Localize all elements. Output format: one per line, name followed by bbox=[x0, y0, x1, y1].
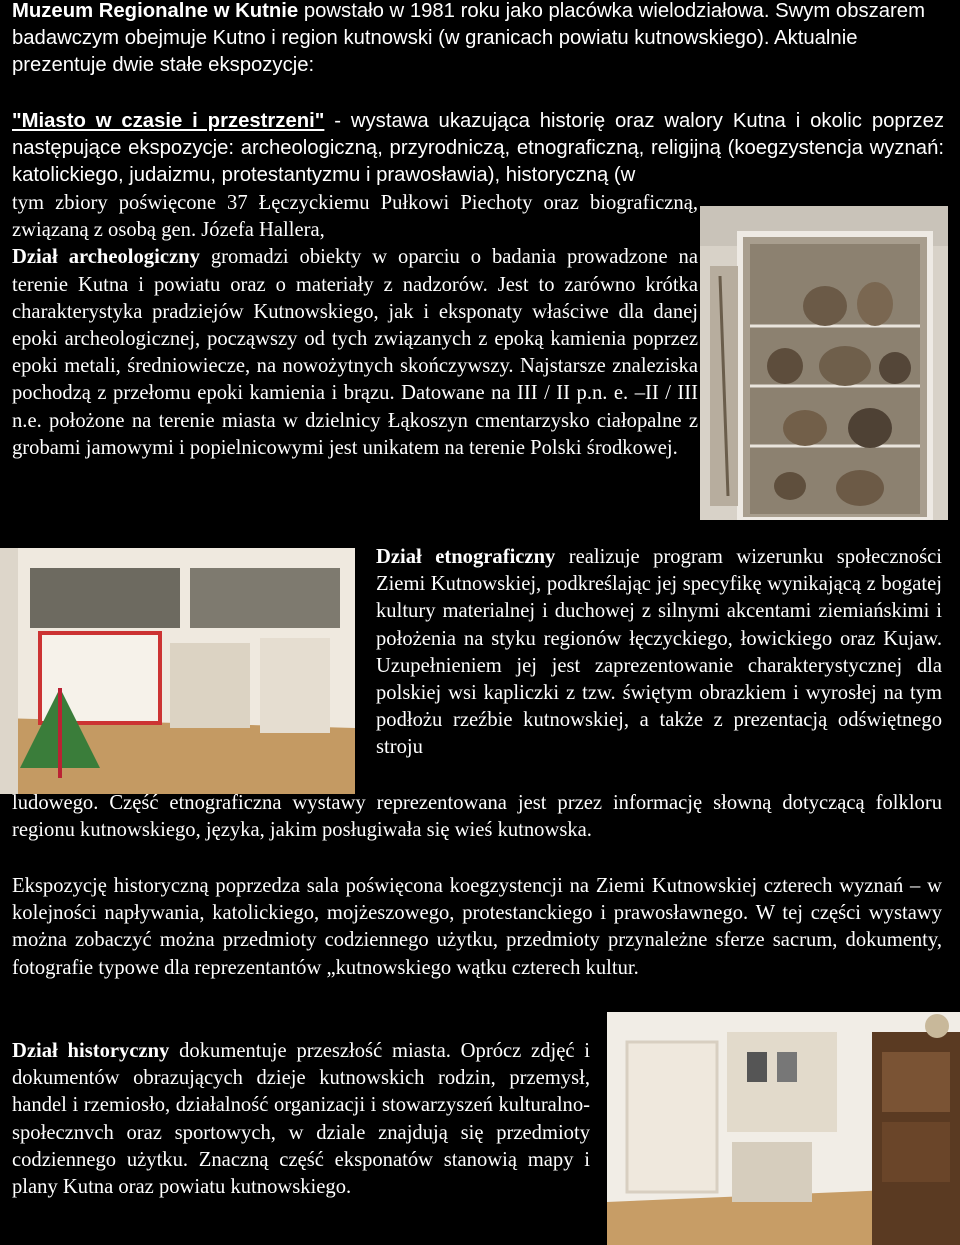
archeology-heading: Dział archeologiczny bbox=[12, 246, 200, 269]
history-photo bbox=[607, 1012, 960, 1245]
exhibition-text-a: - wystawa ukazująca historię oraz walory Kutna i okolic poprzez następujące ekspozycje: archeologiczną, przyrodniczą, etnograficzną, religijną (koegzystencja wyznań: katolickiego, judaizmu, protestantyzmu i prawosławia), historyczną (w bbox=[12, 110, 944, 186]
exhibition-title: "Miasto w czasie i przestrzeni" bbox=[12, 110, 325, 132]
exhibition-text-b: tym zbiory poświęcone 37 Łęczyckiemu Pułkowi Piechoty oraz biograficzną, związaną z osobą gen. Józefa Hallera, bbox=[12, 192, 698, 242]
religions-text: Ekspozycję historyczną poprzedza sala poświęcona koegzystencji na Ziemi Kutnowskiej czterech wyznań – w kolejności napływania, katolickiego, mojżeszowego, protestanckiego i prawosławnego. W tej części wystawy można zobaczyć można przedmioty codziennego użytku, przedmioty przynależne sferze sacrum, dokumenty, fotografie typowe dla reprezentantów „kutnowskiego wątku czterech kultur. bbox=[12, 875, 942, 979]
intro-text: powstało w 1981 roku jako placówka wielodziałowa. Swym obszarem badawczym obejmuje Kutno i region kutnowski (w granicach powiatu kutnowskiego). Aktualnie prezentuje dwie stałe ekspozycje: bbox=[12, 0, 925, 76]
history-text: dokumentuje przeszłość miasta. Oprócz zdjęć i dokumentów obrazujących dzieje kutnowskich rodzin, przemysł, handel i rzemiosło, działalność organizacji i stowarzyszeń kulturalno-społecznvch oraz sportowych, w dziale znajdują się przedmioty codziennego użytku. Znaczną część eksponatów stanowią mapy i plany Kutna oraz powiatu kutnowskiego. bbox=[12, 1040, 590, 1199]
archeology-photo bbox=[700, 206, 948, 520]
history-heading: Dział historyczny bbox=[12, 1040, 170, 1062]
history-paragraph bbox=[12, 1038, 590, 1201]
ethnography-text-b: ludowego. Część etnograficzna wystawy reprezentowana jest przez informację słowną dotyczącą folkloru regionu kutnowskiego, języka, jakim posługiwała się wieś kutnowska. bbox=[12, 792, 942, 842]
ethnography-text-a: realizuje program wizerunku społeczności Ziemi Kutnowskiej, podkreślając jej specyfikę wynikającą z bogatej kultury materialnej i duchowej z silnymi akcentami ziemiańskimi i położenia na styku regionów łęczyckiego, łowickiego oraz Kujaw. Uzupełnieniem jej jest zaprezentowanie charakterystycznej dla polskiej wsi kapliczki z tzw. świętym obrazkiem i wyrosłej na tym podłożu rzeźbie kutnowskiej, a także z prezentacją odświętnego stroju bbox=[376, 546, 942, 759]
ethnography-heading: Dział etnograficzny bbox=[376, 546, 556, 568]
archeology-text: gromadzi obiekty w oparciu o badania prowadzone na terenie Kutna i powiatu oraz o materiały z nadzorów. Jest to zarówno krótka charakterystyka pradziejów Kutnowskiego, jak i eksponaty właściwe dla danej epoki archeologicznej, począwszy od tych związanych z epoką kamienia poprzez epoki metali, średniowiecze, na nowożytnych skończywszy. Najstarsze znaleziska pochodzą z przełomu epoki kamienia i brązu. Datowane na III / II p.n. e. –II / III n.e. położone na terenie miasta w dzielnicy Łąkoszyn cmentarzysko ciałopalne z grobami jamowymi i popielnicowymi jest unikatem na terenie Polski środkowej. bbox=[12, 246, 698, 459]
religions-paragraph bbox=[12, 873, 942, 982]
exhibition-paragraph bbox=[12, 108, 944, 189]
archeology-column bbox=[12, 190, 698, 462]
museum-name: Muzeum Regionalne w Kutnie bbox=[12, 0, 299, 22]
ethnography-room-image bbox=[0, 548, 355, 794]
history-room-image bbox=[607, 1012, 960, 1245]
ethnography-photo bbox=[0, 548, 355, 794]
archeology-display-case-image bbox=[700, 206, 948, 520]
ethnography-continuation bbox=[12, 790, 942, 844]
intro-paragraph bbox=[12, 0, 948, 79]
ethnography-paragraph bbox=[376, 544, 942, 762]
